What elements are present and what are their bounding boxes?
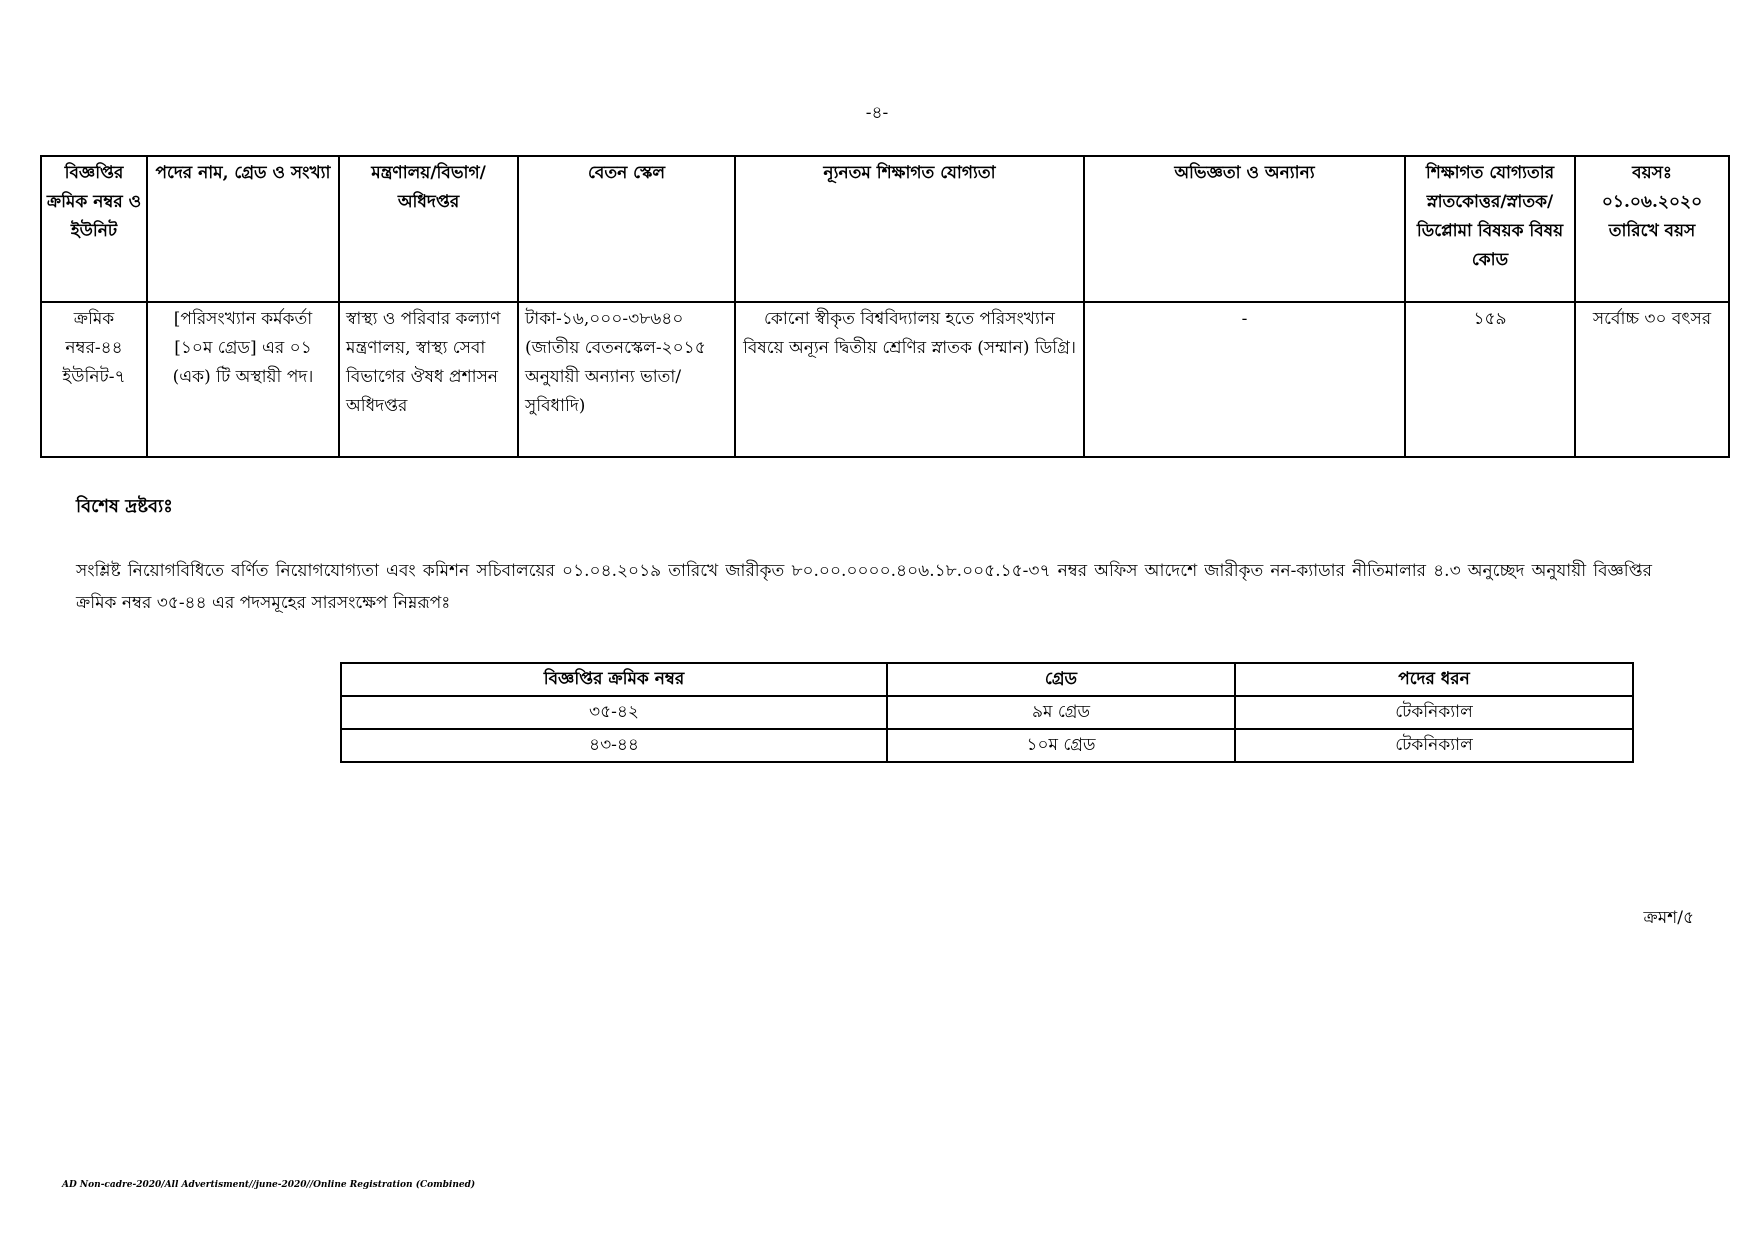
table-row	[41, 302, 1729, 457]
cell-age: সর্বোচ্চ ৩০ বৎসর	[1575, 302, 1729, 457]
summary-cell-serial: ৪৩-৪৪	[341, 729, 887, 762]
summary-table	[340, 662, 1634, 763]
header-serial: বিজ্ঞপ্তির ক্রমিক নম্বর ও ইউনিট	[41, 156, 147, 302]
header-subject-code: শিক্ষাগত যোগ্যতার স্নাতকোত্তর/স্নাতক/ ডিপ্লোমা বিষয়ক বিষয় কোড	[1405, 156, 1575, 302]
page-number: -৪-	[865, 103, 889, 123]
cell-subject-code: ১৫৯	[1405, 302, 1575, 457]
summary-header-type: পদের ধরন	[1235, 663, 1633, 696]
continued-marker: ক্রমশ/৫	[1643, 908, 1694, 928]
cell-serial: ক্রমিক নম্বর-৪৪ ইউনিট-৭	[41, 302, 147, 457]
cell-experience: -	[1084, 302, 1405, 457]
footer-path: AD Non-cadre-2020/All Advertisment//june-2020//Online Registration (Combined)	[62, 1180, 476, 1190]
summary-cell-type: টেকনিক্যাল	[1235, 696, 1633, 729]
special-note-title: বিশেষ দ্রষ্টব্যঃ	[76, 496, 173, 517]
table-header-row	[41, 156, 1729, 302]
summary-header-grade: গ্রেড	[887, 663, 1235, 696]
summary-header-row	[341, 663, 1633, 696]
header-qualification: ন্যূনতম শিক্ষাগত যোগ্যতা	[735, 156, 1084, 302]
cell-post: [পরিসংখ্যান কর্মকর্তা [১০ম গ্রেড] এর ০১ (এক) টি অস্থায়ী পদ।	[147, 302, 339, 457]
cell-pay-scale: টাকা-১৬,০০০-৩৮৬৪০ (জাতীয় বেতনস্কেল-২০১৫ অনুযায়ী অন্যান্য ভাতা/সুবিধাদি)	[518, 302, 735, 457]
summary-cell-grade: ৯ম গ্রেড	[887, 696, 1235, 729]
header-experience: অভিজ্ঞতা ও অন্যান্য	[1084, 156, 1405, 302]
post-details-table	[40, 155, 1730, 458]
summary-cell-type: টেকনিক্যাল	[1235, 729, 1633, 762]
summary-header-serial: বিজ্ঞপ্তির ক্রমিক নম্বর	[341, 663, 887, 696]
summary-cell-grade: ১০ম গ্রেড	[887, 729, 1235, 762]
table-row	[341, 729, 1633, 762]
summary-cell-serial: ৩৫-৪২	[341, 696, 887, 729]
header-post: পদের নাম, গ্রেড ও সংখ্যা	[147, 156, 339, 302]
header-ministry: মন্ত্রণালয়/বিভাগ/ অধিদপ্তর	[339, 156, 518, 302]
cell-ministry: স্বাস্থ্য ও পরিবার কল্যাণ মন্ত্রণালয়, স্বাস্থ্য সেবা বিভাগের ঔষধ প্রশাসন অধিদপ্তর	[339, 302, 518, 457]
header-age: বয়সঃ ০১.০৬.২০২০ তারিখে বয়স	[1575, 156, 1729, 302]
cell-qualification: কোনো স্বীকৃত বিশ্ববিদ্যালয় হতে পরিসংখ্যান বিষয়ে অন্যূন দ্বিতীয় শ্রেণির স্নাতক (সম্মান) ডিগ্রি।	[735, 302, 1084, 457]
special-note-body: সংশ্লিষ্ট নিয়োগবিধিতে বর্ণিত নিয়োগযোগ্যতা এবং কমিশন সচিবালয়ের ০১.০৪.২০১৯ তারিখে জারীকৃত ৮০.০০.০০০০.৪০৬.১৮.০০৫.১৫-৩৭ নম্বর অফিস আদেশে জারীকৃত নন-ক্যাডার নীতিমালার ৪.৩ অনুচ্ছেদ অনুযায়ী বিজ্ঞপ্তির ক্রমিক নম্বর ৩৫-৪৪ এর পদসমূহের সারসংক্ষেপ নিম্নরূপঃ	[76, 561, 1652, 613]
header-pay-scale: বেতন স্কেল	[518, 156, 735, 302]
table-row	[341, 696, 1633, 729]
